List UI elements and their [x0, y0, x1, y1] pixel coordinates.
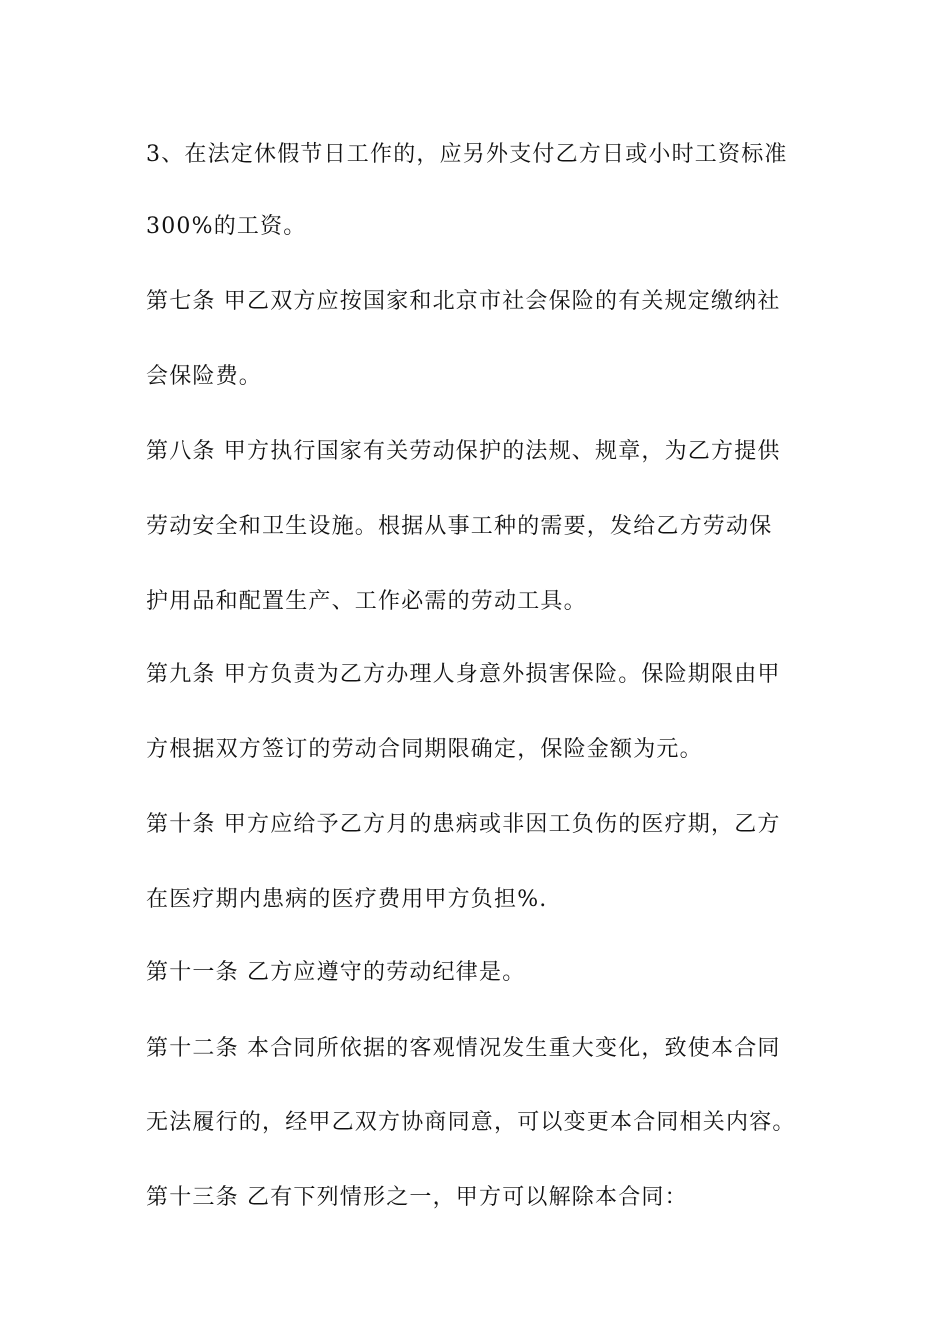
text-line: 第七条 甲乙双方应按国家和北京市社会保险的有关规定缴纳社 — [146, 289, 781, 314]
text-line: 3、在法定休假节日工作的，应另外支付乙方日或小时工资标准 — [146, 142, 788, 167]
text-line: 方根据双方签订的劳动合同期限确定，保险金额为元。 — [146, 737, 703, 762]
text-line: 劳动安全和卫生设施。根据从事工种的需要，发给乙方劳动保 — [146, 514, 773, 539]
text-line: 第十一条 乙方应遵守的劳动纪律是。 — [146, 960, 526, 985]
text-line: 无法履行的，经甲乙双方协商同意，可以变更本合同相关内容。 — [146, 1110, 796, 1135]
text-line: 在医疗期内患病的医疗费用甲方负担%. — [146, 887, 548, 912]
text-line: 会保险费。 — [146, 364, 263, 389]
text-line: 第十条 甲方应给予乙方月的患病或非因工负伤的医疗期，乙方 — [146, 812, 781, 837]
text-line: 第九条 甲方负责为乙方办理人身意外损害保险。保险期限由甲 — [146, 662, 781, 687]
text-line: 第十二条 本合同所依据的客观情况发生重大变化，致使本合同 — [146, 1036, 781, 1061]
text-line: 第八条 甲方执行国家有关劳动保护的法规、规章，为乙方提供 — [146, 439, 781, 464]
text-line: 300%的工资。 — [146, 214, 307, 239]
text-line: 护用品和配置生产、工作必需的劳动工具。 — [146, 589, 587, 614]
text-line: 第十三条 乙有下列情形之一，甲方可以解除本合同： — [146, 1185, 688, 1210]
